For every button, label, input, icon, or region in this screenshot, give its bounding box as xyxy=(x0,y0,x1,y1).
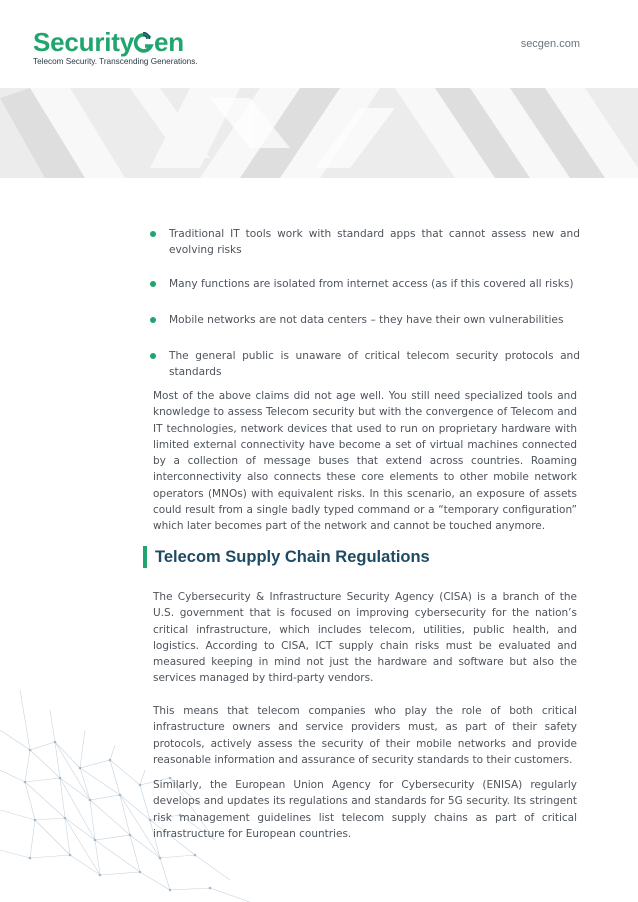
logo-g-icon xyxy=(134,28,154,56)
company-logo xyxy=(33,28,198,66)
list-item: Many functions are isolated from internet access (as if this covered all risks) xyxy=(150,276,580,292)
section-heading xyxy=(143,546,430,568)
header-banner xyxy=(0,88,638,178)
paragraph-claims-analysis: Most of the above claims did not age well. You still need specialized tools and knowledge to assess Telecom security but with the convergence of Telecom and IT technologies, network devices that used to run on proprietary hardware with limited external connectivity have become a set of virtual machines connected by a collection of message buses that extend across countries. Roaming interconnectivity also connects these core elements to other mobile network operators (MNOs) with equivalent risks. In this scenario, an exposure of assets could result from a single badly typed command or a “temporary configuration” which later becomes part of the network and cannot be touched anymore. xyxy=(153,390,577,533)
logo-wordmark: Security en xyxy=(33,27,184,57)
list-item: The general public is unaware of critical telecom security protocols and standards xyxy=(150,348,580,380)
list-item: Traditional IT tools work with standard apps that cannot assess new and evolving risks xyxy=(150,226,580,258)
list-item: Mobile networks are not data centers – they have their own vulnerabilities xyxy=(150,312,580,328)
paragraph-cisa: The Cybersecurity & Infrastructure Security Agency (CISA) is a branch of the U.S. government that is focused on improving cybersecurity for the nation’s critical infrastructure, which includes telecom, utilities, public health, and logistics. According to CISA, ICT supply chain risks must be evaluated and measured keeping in mind not just the hardware and software but also the services managed by third-party vendors. xyxy=(153,591,577,685)
logo-tagline: Telecom Security. Transcending Generations. xyxy=(33,57,198,66)
site-url: secgen.com xyxy=(520,38,580,50)
heading-accent-bar xyxy=(143,546,147,568)
chevron-pattern-banner-icon xyxy=(0,88,638,178)
paragraph-telecom-companies: This means that telecom companies who play the role of both critical infrastructure owners and service providers must, as part of their safety protocols, actively assess the security of their mobile networks and provide reasonable information and assurance of security standards to their customers. xyxy=(153,705,577,766)
claims-bullet-list xyxy=(150,226,580,398)
paragraph-enisa: Similarly, the European Union Agency for Cybersecurity (ENISA) regularly develops and updates its regulations and standards for 5G security. Its stringent risk management guidelines list telecom supply chains as part of critical infrastructure for European countries. xyxy=(153,779,577,840)
section-heading-text: Telecom Supply Chain Regulations xyxy=(155,547,430,566)
